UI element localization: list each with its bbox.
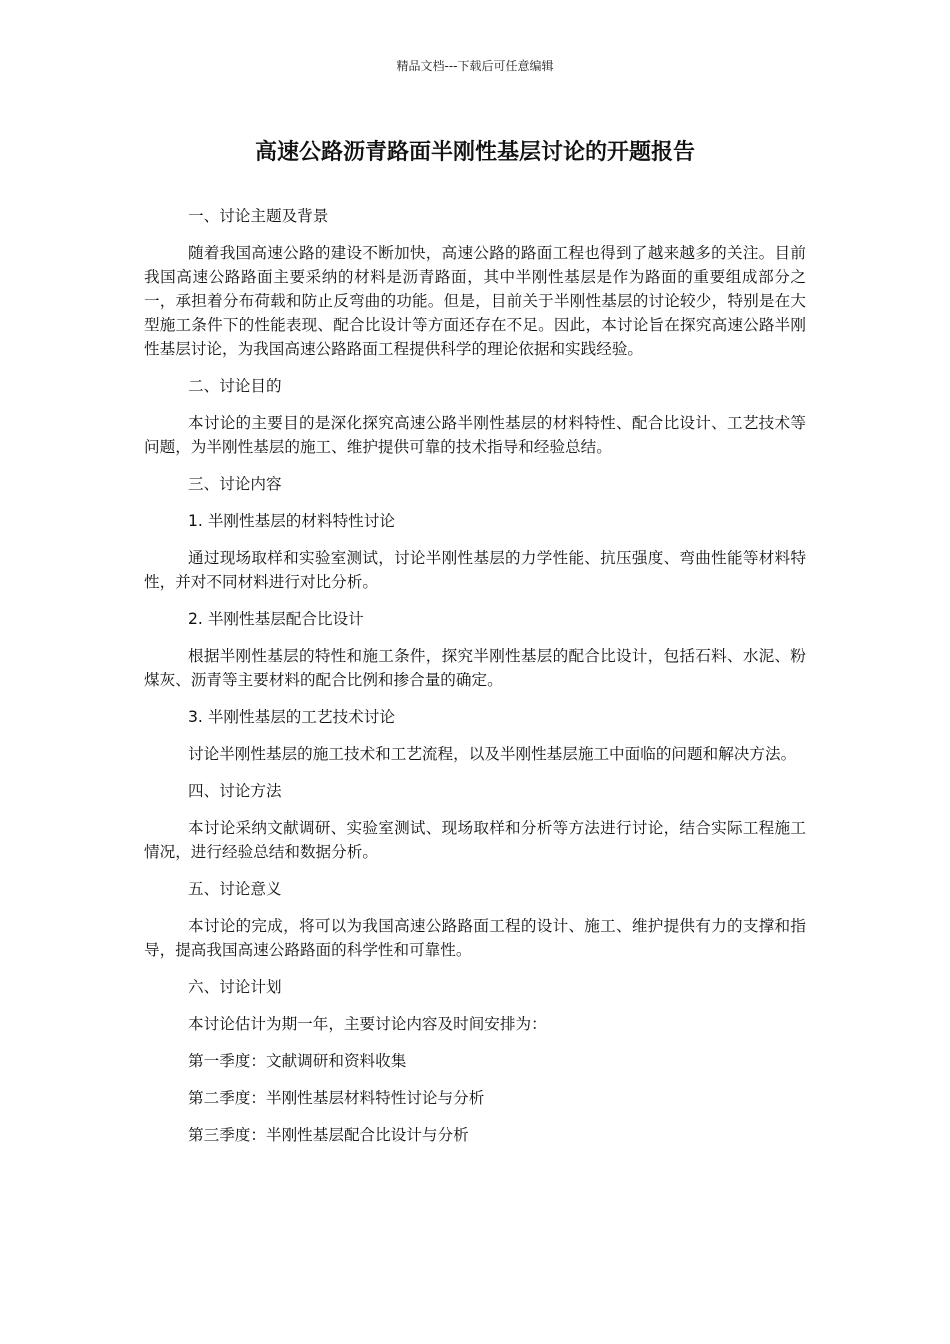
section-heading-purpose: 二、讨论目的 — [188, 377, 282, 395]
document-title: 高速公路沥青路面半刚性基层讨论的开题报告 — [254, 140, 695, 165]
section-heading-content: 三、讨论内容 — [188, 475, 282, 493]
section-heading-methods: 四、讨论方法 — [188, 782, 282, 800]
subheading-mix-design: 2. 半刚性基层配合比设计 — [188, 610, 364, 628]
paragraph-process-technology: 讨论半刚性基层的施工技术和工艺流程，以及半刚性基层施工中面临的问题和解决方法。 — [188, 745, 797, 763]
section-heading-plan: 六、讨论计划 — [188, 978, 282, 996]
plan-item-q2: 第二季度：半刚性基层材料特性讨论与分析 — [188, 1089, 485, 1107]
paragraph-material-properties: 通过现场取样和实验室测试，讨论半刚性基层的力学性能、抗压强度、弯曲性能等材料特性，并对不同材料进行对比分析。 — [144, 549, 806, 591]
paragraph-mix-design: 根据半刚性基层的特性和施工条件，探究半刚性基层的配合比设计，包括石料、水泥、粉煤灰、沥青等主要材料的配合比例和掺合量的确定。 — [144, 647, 806, 689]
paragraph-purpose: 本讨论的主要目的是深化探究高速公路半刚性基层的材料特性、配合比设计、工艺技术等问题，为半刚性基层的施工、维护提供可靠的技术指导和经验总结。 — [144, 414, 806, 456]
document-body — [144, 204, 806, 1160]
subheading-material-properties: 1. 半刚性基层的材料特性讨论 — [188, 512, 395, 530]
section-heading-background: 一、讨论主题及背景 — [188, 207, 329, 225]
plan-item-q1: 第一季度：文献调研和资料收集 — [188, 1052, 407, 1070]
section-heading-significance: 五、讨论意义 — [188, 880, 282, 898]
paragraph-significance: 本讨论的完成，将可以为我国高速公路路面工程的设计、施工、维护提供有力的支撑和指导，提高我国高速公路路面的科学性和可靠性。 — [144, 917, 806, 959]
paragraph-background: 随着我国高速公路的建设不断加快，高速公路的路面工程也得到了越来越多的关注。目前我国高速公路路面主要采纳的材料是沥青路面，其中半刚性基层是作为路面的重要组成部分之一，承担着分布荷载和防止反弯曲的功能。但是，目前关于半刚性基层的讨论较少，特别是在大型施工条件下的性能表现、配合比设计等方面还存在不足。因此，本讨论旨在探究高速公路半刚性基层讨论，为我国高速公路路面工程提供科学的理论依据和实践经验。 — [144, 244, 806, 358]
paragraph-plan-intro: 本讨论估计为期一年，主要讨论内容及时间安排为： — [188, 1015, 547, 1033]
page-header: 精品文档---下载后可任意编辑 — [396, 59, 554, 73]
paragraph-methods: 本讨论采纳文献调研、实验室测试、现场取样和分析等方法进行讨论，结合实际工程施工情况，进行经验总结和数据分析。 — [144, 819, 806, 861]
plan-item-q3: 第三季度：半刚性基层配合比设计与分析 — [188, 1126, 469, 1144]
subheading-process-technology: 3. 半刚性基层的工艺技术讨论 — [188, 708, 395, 726]
